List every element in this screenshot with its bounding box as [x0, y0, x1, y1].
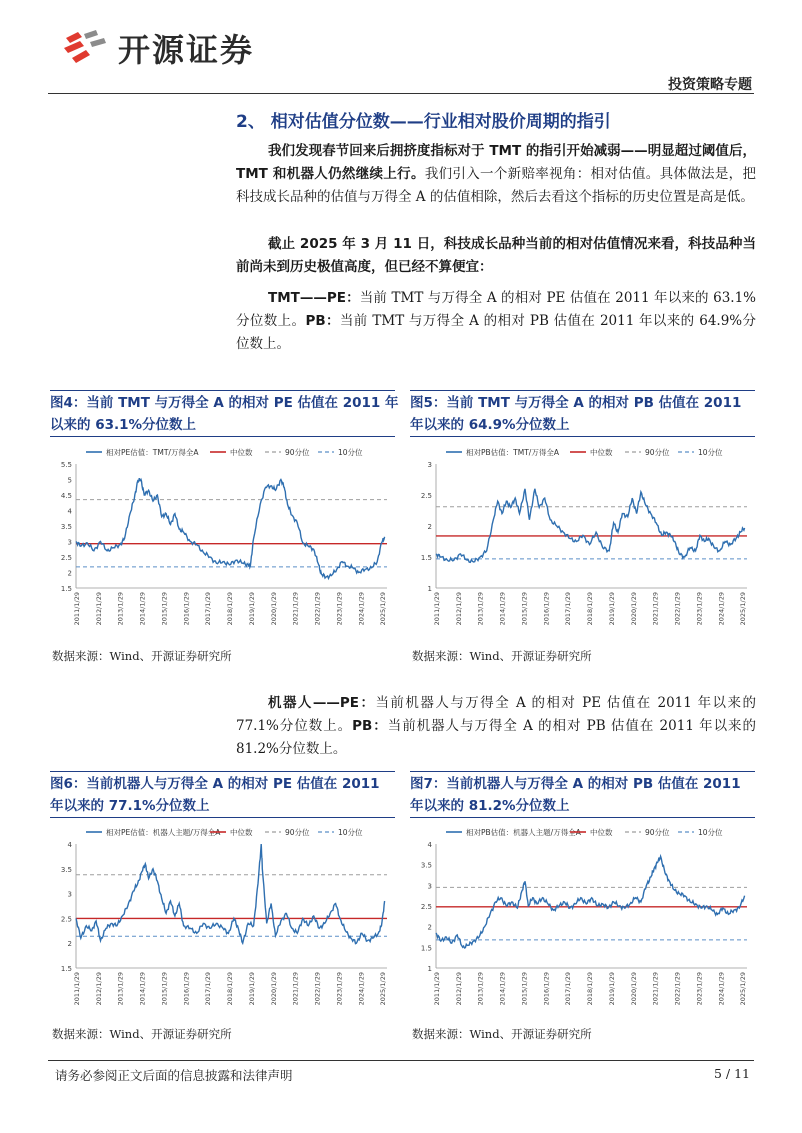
x-tick-label: 2015/1/29 — [520, 592, 529, 626]
y-tick-label: 1 — [427, 965, 432, 973]
fig7-chart — [410, 820, 755, 1020]
x-tick-label: 2025/1/29 — [739, 972, 748, 1006]
y-tick-label: 2.5 — [420, 903, 432, 911]
x-tick-label: 2016/1/29 — [182, 592, 191, 626]
x-tick-label: 2023/1/29 — [695, 592, 704, 626]
robot-pe-label: 机器人——PE： — [268, 695, 376, 711]
tmt-pe-text: 当前 TMT 与万得全 A 的相对 PE 估值在 2011 年以来的 63.1%分位数上。 — [236, 290, 756, 329]
header-logo — [62, 28, 254, 68]
x-tick-label: 2020/1/29 — [629, 972, 638, 1006]
y-tick-label: 1.5 — [420, 944, 432, 953]
fig6-bottom-rule — [50, 817, 395, 818]
legend-label: 相对PB估值：机器人主题/万得全A — [466, 828, 581, 837]
x-tick-label: 2015/1/29 — [160, 972, 169, 1006]
tmt-pe-label: TMT——PE： — [268, 290, 360, 306]
report-type: 投资策略专题 — [668, 77, 752, 93]
x-tick-label: 2021/1/29 — [651, 972, 660, 1006]
fig5-top-rule — [410, 390, 755, 391]
x-tick-label: 2012/1/29 — [454, 972, 463, 1006]
fig6-top-rule — [50, 771, 395, 772]
paragraph-1-bold: 我们发现春节回来后拥挤度指标对于 TMT 的指引开始减弱——明显超过阈值后，TMT 和机器人仍然继续上行。 — [236, 143, 756, 182]
x-tick-label: 2021/1/29 — [291, 972, 300, 1006]
y-tick-label: 2.5 — [420, 492, 432, 500]
y-tick-label: 4.5 — [60, 492, 72, 500]
x-tick-label: 2016/1/29 — [542, 972, 551, 1006]
fig4-caption: 图4：当前 TMT 与万得全 A 的相对 PE 估值在 2011 年以来的 63.1%分位数上 — [50, 395, 399, 433]
header-divider — [48, 93, 754, 94]
x-tick-label: 2014/1/29 — [498, 972, 507, 1006]
y-tick-label: 1.5 — [60, 965, 72, 973]
paragraph-2 — [236, 233, 756, 279]
fig5-source: 数据来源：Wind、开源证券研究所 — [412, 649, 592, 663]
legend-label: 中位数 — [590, 828, 613, 837]
x-tick-label: 2012/1/29 — [94, 592, 103, 626]
fig7-source: 数据来源：Wind、开源证券研究所 — [412, 1027, 592, 1041]
x-tick-label: 2013/1/29 — [116, 592, 125, 626]
fig4-bottom-rule — [50, 436, 395, 437]
series-line — [76, 478, 385, 578]
legend-label: 10分位 — [338, 448, 363, 457]
x-tick-label: 2017/1/29 — [204, 592, 213, 626]
legend-label: 相对PB估值：TMT/万得全A — [466, 448, 559, 457]
x-tick-label: 2014/1/29 — [138, 972, 147, 1006]
y-tick-label: 4 — [67, 841, 72, 849]
x-tick-label: 2022/1/29 — [313, 592, 322, 626]
legend-label: 相对PE估值：机器人主题/万得全A — [106, 828, 221, 837]
y-tick-label: 3 — [427, 461, 432, 469]
fig4-source: 数据来源：Wind、开源证券研究所 — [52, 649, 232, 663]
y-tick-label: 4 — [67, 507, 72, 516]
brand-name: 开源证券 — [118, 31, 255, 69]
section-title: 2、 相对估值分位数——行业相对股价周期的指引 — [236, 112, 611, 132]
paragraph-1-text: 我们引入一个新赔率视角：相对估值。具体做法是，把科技成长品种的估值与万得全 A 的估值相除，然后去看这个指标的历史位置是高是低。 — [236, 166, 756, 205]
x-tick-label: 2025/1/29 — [739, 592, 748, 626]
x-tick-label: 2018/1/29 — [226, 972, 235, 1006]
fig5-caption: 图5：当前 TMT 与万得全 A 的相对 PB 估值在 2011 年以来的 64.9%分位数上 — [410, 395, 742, 433]
y-tick-label: 3.5 — [420, 861, 432, 870]
x-tick-label: 2023/1/29 — [335, 592, 344, 626]
y-tick-label: 5 — [67, 476, 72, 485]
x-tick-label: 2022/1/29 — [313, 972, 322, 1006]
x-tick-label: 2019/1/29 — [607, 972, 616, 1006]
x-tick-label: 2013/1/29 — [476, 972, 485, 1006]
x-tick-label: 2023/1/29 — [335, 972, 344, 1006]
y-tick-label: 5.5 — [60, 461, 72, 469]
x-tick-label: 2024/1/29 — [357, 592, 366, 626]
series-line — [76, 844, 385, 944]
y-tick-label: 1.5 — [420, 554, 432, 562]
logo-mark-icon — [62, 28, 108, 68]
x-tick-label: 2020/1/29 — [269, 972, 278, 1006]
y-tick-label: 2.5 — [60, 915, 72, 924]
x-tick-label: 2019/1/29 — [247, 592, 256, 626]
legend-label: 10分位 — [698, 828, 723, 837]
series-line — [436, 856, 745, 948]
legend-label: 90分位 — [645, 828, 670, 837]
tmt-pb-text: 当前 TMT 与万得全 A 的相对 PB 估值在 2011 年以来的 64.9%分位数上。 — [236, 313, 757, 352]
legend-label: 10分位 — [698, 448, 723, 457]
legend-label: 90分位 — [285, 448, 310, 457]
x-tick-label: 2014/1/29 — [498, 592, 507, 626]
x-tick-label: 2011/1/29 — [73, 592, 81, 626]
x-tick-label: 2013/1/29 — [116, 972, 125, 1006]
paragraph-4 — [236, 692, 756, 761]
x-tick-label: 2025/1/29 — [379, 592, 388, 626]
x-tick-label: 2011/1/29 — [433, 592, 441, 626]
fig4-chart — [50, 440, 395, 640]
robot-pe-text: 当前机器人与万得全 A 的相对 PE 估值在 2011 年以来的 77.1%分位数上。 — [236, 695, 756, 734]
x-tick-label: 2024/1/29 — [717, 592, 726, 626]
x-tick-label: 2021/1/29 — [651, 592, 660, 626]
legend-label: 相对PE估值：TMT/万得全A — [106, 448, 199, 457]
y-tick-label: 2.5 — [60, 554, 72, 562]
x-tick-label: 2015/1/29 — [520, 972, 529, 1006]
y-tick-label: 2 — [427, 523, 432, 531]
fig5-chart — [410, 440, 755, 640]
x-tick-label: 2011/1/29 — [73, 972, 81, 1006]
x-tick-label: 2016/1/29 — [182, 972, 191, 1006]
y-tick-label: 2 — [67, 569, 72, 578]
fig7-bottom-rule — [410, 817, 755, 818]
x-tick-label: 2018/1/29 — [226, 592, 235, 626]
x-tick-label: 2025/1/29 — [379, 972, 388, 1006]
x-tick-label: 2013/1/29 — [476, 592, 485, 626]
fig6-chart — [50, 820, 395, 1020]
y-tick-label: 3 — [427, 882, 432, 891]
x-tick-label: 2012/1/29 — [94, 972, 103, 1006]
x-tick-label: 2017/1/29 — [564, 972, 573, 1006]
y-tick-label: 3 — [67, 890, 72, 899]
paragraph-1 — [236, 140, 756, 209]
footer-disclaimer: 请务必参阅正文后面的信息披露和法律声明 — [55, 1068, 293, 1083]
legend-label: 90分位 — [285, 828, 310, 837]
x-tick-label: 2017/1/29 — [564, 592, 573, 626]
legend-label: 中位数 — [590, 448, 613, 457]
x-tick-label: 2018/1/29 — [586, 972, 595, 1006]
x-tick-label: 2015/1/29 — [160, 592, 169, 626]
y-tick-label: 3.5 — [60, 865, 72, 874]
x-tick-label: 2022/1/29 — [673, 592, 682, 626]
y-tick-label: 3 — [67, 538, 72, 547]
legend-label: 90分位 — [645, 448, 670, 457]
x-tick-label: 2012/1/29 — [454, 592, 463, 626]
legend-label: 中位数 — [230, 828, 253, 837]
paragraph-3 — [236, 287, 756, 356]
tmt-pb-label: PB： — [305, 313, 340, 329]
y-tick-label: 4 — [427, 841, 432, 849]
y-tick-label: 2 — [427, 923, 432, 932]
x-tick-label: 2019/1/29 — [607, 592, 616, 626]
y-tick-label: 2 — [67, 940, 72, 949]
x-tick-label: 2011/1/29 — [433, 972, 441, 1006]
x-tick-label: 2017/1/29 — [204, 972, 213, 1006]
legend-label: 10分位 — [338, 828, 363, 837]
x-tick-label: 2020/1/29 — [629, 592, 638, 626]
y-tick-label: 3.5 — [60, 523, 72, 531]
fig7-caption: 图7：当前机器人与万得全 A 的相对 PB 估值在 2011 年以来的 81.2%分位数上 — [410, 776, 741, 814]
y-tick-label: 1 — [427, 585, 432, 593]
x-tick-label: 2023/1/29 — [695, 972, 704, 1006]
x-tick-label: 2024/1/29 — [357, 972, 366, 1006]
x-tick-label: 2022/1/29 — [673, 972, 682, 1006]
fig7-top-rule — [410, 771, 755, 772]
x-tick-label: 2018/1/29 — [586, 592, 595, 626]
fig5-bottom-rule — [410, 436, 755, 437]
x-tick-label: 2021/1/29 — [291, 592, 300, 626]
fig4-top-rule — [50, 390, 395, 391]
robot-pb-label: PB： — [352, 718, 388, 734]
x-tick-label: 2024/1/29 — [717, 972, 726, 1006]
series-line — [436, 489, 745, 563]
fig6-caption: 图6：当前机器人与万得全 A 的相对 PE 估值在 2011 年以来的 77.1%分位数上 — [50, 776, 380, 814]
x-tick-label: 2019/1/29 — [247, 972, 256, 1006]
x-tick-label: 2014/1/29 — [138, 592, 147, 626]
legend-label: 中位数 — [230, 448, 253, 457]
page-number: 5 / 11 — [713, 1066, 750, 1081]
footer-divider — [48, 1060, 754, 1061]
robot-pb-text: 当前机器人与万得全 A 的相对 PB 估值在 2011 年以来的 81.2%分位数上。 — [236, 718, 757, 757]
x-tick-label: 2016/1/29 — [542, 592, 551, 626]
paragraph-2-bold: 截止 2025 年 3 月 11 日，科技成长品种当前的相对估值情况来看，科技品种当前尚未到历史极值高度，但已经不算便宜： — [236, 236, 756, 275]
y-tick-label: 1.5 — [60, 585, 72, 593]
x-tick-label: 2020/1/29 — [269, 592, 278, 626]
fig6-source: 数据来源：Wind、开源证券研究所 — [52, 1027, 232, 1041]
